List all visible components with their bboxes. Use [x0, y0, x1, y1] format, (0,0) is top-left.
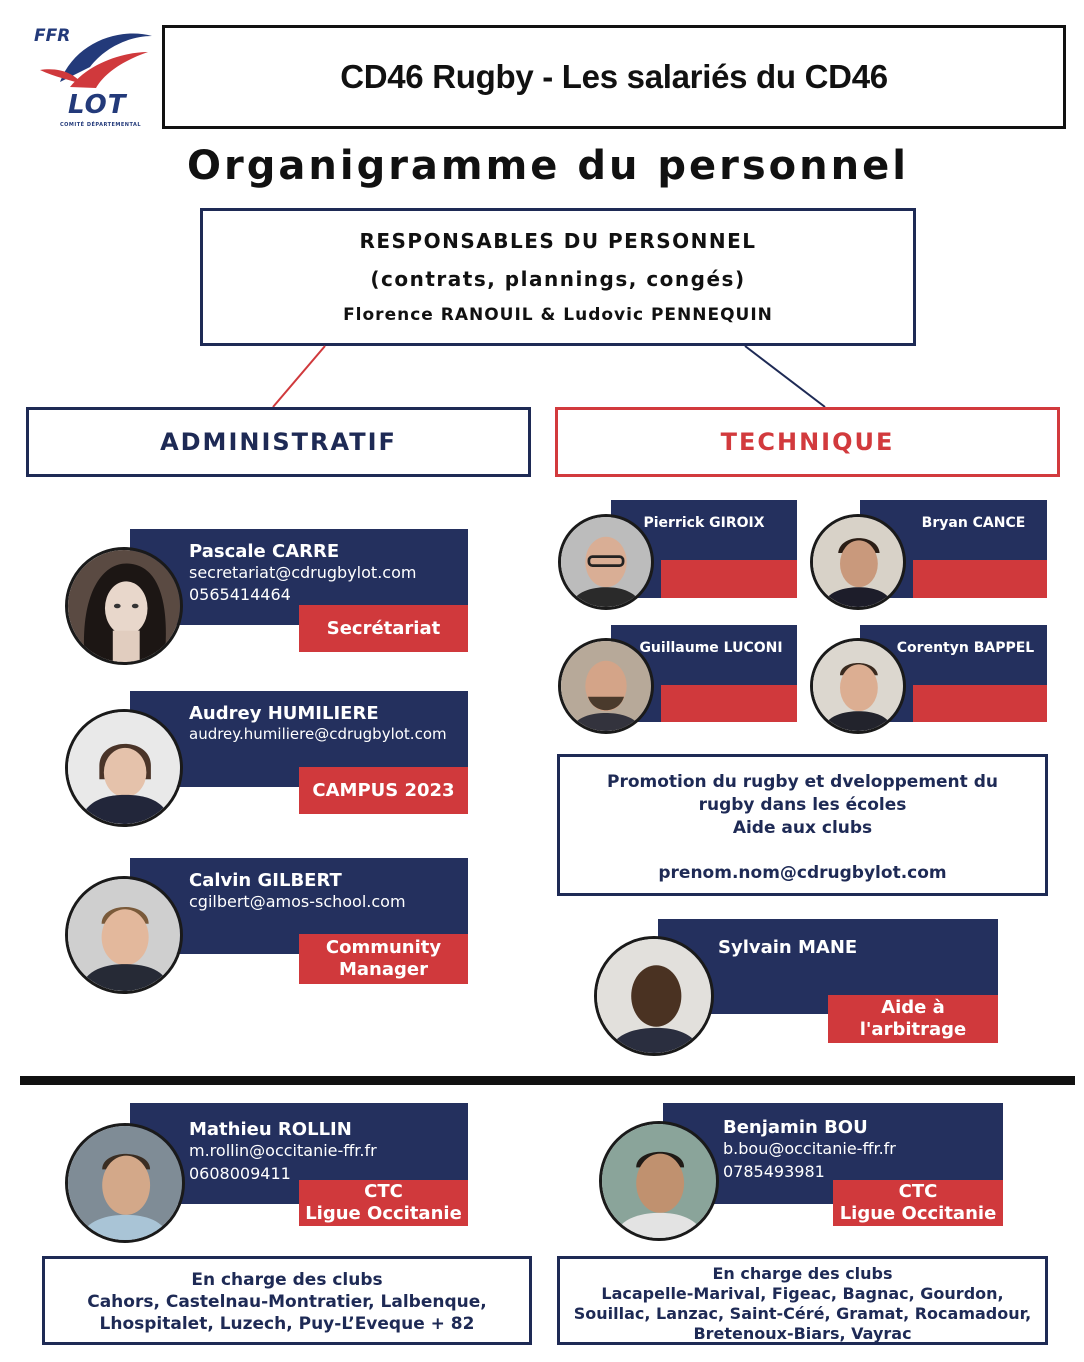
person-name: Mathieu ROLLIN: [189, 1119, 352, 1140]
person-card-guillaume: [558, 625, 798, 735]
clubs-line3: Bretenoux-Biars, Vayrac: [693, 1324, 912, 1343]
person-phone[interactable]: 0785493981: [723, 1162, 825, 1181]
person-name: Pascale CARRE: [189, 541, 340, 562]
responsables-scope: (contrats, plannings, congés): [370, 267, 746, 291]
role-badge: [299, 934, 468, 984]
role-line2: l'arbitrage: [859, 1019, 967, 1040]
person-name: Corentyn BAPPEL: [896, 640, 1035, 656]
person-phone[interactable]: 0608009411: [189, 1164, 291, 1183]
role-badge: [661, 560, 797, 598]
clubs-line2: Lhospitalet, Luzech, Puy-L’Eveque + 82: [99, 1314, 475, 1334]
logo-sub: COMITÉ DÉPARTEMENTAL: [60, 122, 142, 128]
role-badge: [913, 560, 1047, 598]
person-card-benjamin: [599, 1103, 1009, 1245]
logo-ffr: FFR: [34, 26, 71, 46]
clubs-line1: Lacapelle-Marival, Figeac, Bagnac, Gourdon,: [601, 1284, 1004, 1303]
avatar: [599, 1121, 719, 1241]
person-name: Pierrick GIROIX: [643, 515, 765, 531]
info-line3: Aide aux clubs: [732, 818, 873, 838]
role-line1: Aide à: [881, 997, 945, 1018]
avatar: [810, 638, 906, 734]
clubs-title: En charge des clubs: [191, 1270, 383, 1290]
avatar: [65, 876, 183, 994]
role-badge: [661, 685, 797, 722]
page-subtitle: Organigramme du personnel: [187, 143, 909, 189]
info-email[interactable]: prenom.nom@cdrugbylot.com: [658, 863, 947, 883]
person-name: Bryan CANCE: [921, 515, 1026, 531]
page-title: CD46 Rugby - Les salariés du CD46: [340, 58, 888, 95]
clubs-box-rollin: [42, 1256, 532, 1345]
role-line2: Ligue Occitanie: [305, 1203, 462, 1224]
role-line1: CTC: [898, 1181, 938, 1202]
responsables-heading: RESPONSABLES DU PERSONNEL: [359, 229, 757, 253]
role-line1: Community: [325, 937, 442, 958]
person-card-sylvain: [594, 919, 1004, 1059]
section-divider: [20, 1076, 1075, 1085]
person-name: Calvin GILBERT: [189, 870, 342, 891]
role-badge: [828, 995, 998, 1043]
person-email[interactable]: b.bou@occitanie-ffr.fr: [723, 1139, 896, 1158]
person-card-pascale: [65, 529, 475, 669]
role-line1: CTC: [364, 1181, 403, 1202]
connector-admin: [273, 346, 325, 407]
person-email[interactable]: audrey.humiliere@cdrugbylot.com: [189, 725, 447, 743]
person-email[interactable]: m.rollin@occitanie-ffr.fr: [189, 1141, 377, 1160]
person-card-bryan: [810, 500, 1050, 610]
person-card-audrey: [65, 691, 475, 831]
avatar: [810, 514, 906, 610]
person-name: Audrey HUMILIERE: [189, 703, 379, 724]
role-line2: Ligue Occitanie: [839, 1203, 997, 1224]
person-phone[interactable]: 0565414464: [189, 585, 291, 604]
person-card-mathieu: [65, 1103, 475, 1245]
info-line1: Promotion du rugby et dveloppement du: [607, 772, 998, 792]
logo-lot: LOT: [68, 90, 127, 120]
category-technique: TECHNIQUE: [555, 407, 1060, 477]
role-badge: CAMPUS 2023: [299, 767, 468, 814]
responsables-names: Florence RANOUIL & Ludovic PENNEQUIN: [343, 305, 773, 325]
person-card-calvin: [65, 858, 475, 998]
avatar: [65, 709, 183, 827]
role-line2: Manager: [339, 959, 428, 980]
info-line2: rugby dans les écoles: [698, 795, 907, 815]
person-name: Guillaume LUCONI: [639, 640, 783, 656]
person-card-corentyn: [810, 625, 1050, 735]
clubs-line1: Cahors, Castelnau-Montratier, Lalbenque,: [87, 1292, 487, 1312]
role-badge: [833, 1180, 1003, 1226]
clubs-line2: Souillac, Lanzac, Saint-Céré, Gramat, Rocamadour,: [573, 1304, 1032, 1323]
person-name: Sylvain MANE: [718, 937, 858, 958]
role-badge: Secrétariat: [299, 605, 468, 652]
category-administratif: ADMINISTRATIF: [26, 407, 531, 477]
avatar: [558, 638, 654, 734]
person-email[interactable]: secretariat@cdrugbylot.com: [189, 563, 417, 582]
person-card-pierrick: [558, 500, 798, 610]
role-badge: [299, 1180, 468, 1226]
person-name: Benjamin BOU: [723, 1117, 868, 1138]
connector-lines: [0, 0, 1084, 420]
technique-info-box: [557, 754, 1048, 896]
avatar: [65, 547, 183, 665]
avatar: [558, 514, 654, 610]
role-badge: [913, 685, 1047, 722]
person-email[interactable]: cgilbert@amos-school.com: [189, 892, 406, 911]
avatar: [594, 936, 714, 1056]
clubs-title: En charge des clubs: [712, 1264, 893, 1283]
connector-tech: [745, 346, 825, 407]
avatar: [65, 1123, 185, 1243]
clubs-box-bou: [557, 1256, 1048, 1345]
